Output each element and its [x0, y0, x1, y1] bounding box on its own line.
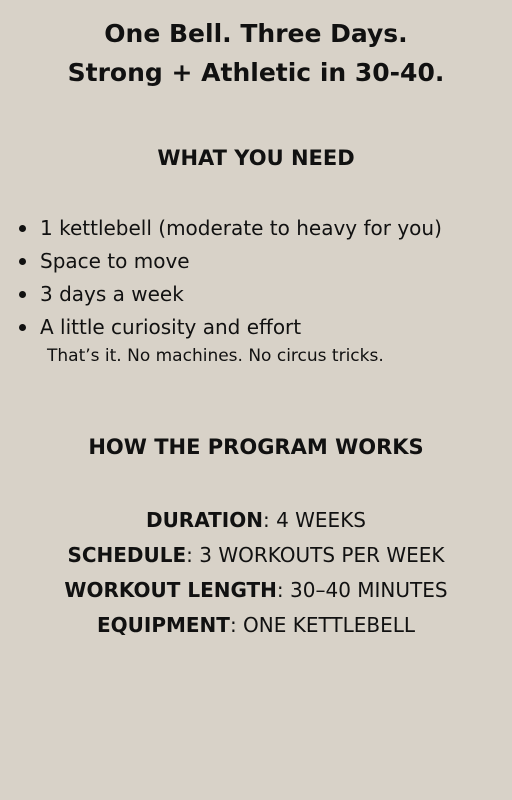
detail-value: : 3 WORKOUTS PER WEEK [186, 543, 445, 567]
program-details [0, 503, 512, 643]
detail-value: : 30–40 MINUTES [276, 578, 448, 602]
title-line-1: One Bell. Three Days. [104, 19, 408, 48]
detail-key: EQUIPMENT [96, 613, 230, 637]
detail-value: : 4 WEEKS [262, 508, 367, 532]
detail-key: DURATION [145, 508, 263, 532]
list-item [0, 245, 442, 278]
detail-row-schedule [0, 538, 512, 573]
detail-row-equipment [0, 608, 512, 643]
what-you-need-heading: WHAT YOU NEED [157, 146, 355, 170]
detail-key: WORKOUT LENGTH [64, 578, 277, 602]
bullet-dot-icon [19, 324, 26, 331]
list-item [0, 311, 442, 344]
list-item-text: Space to move [40, 249, 190, 273]
detail-row-workout-length [0, 573, 512, 608]
title-line-2: Strong + Athletic in 30-40. [67, 58, 445, 87]
page-title [0, 14, 512, 92]
list-item-text: 1 kettlebell (moderate to heavy for you) [40, 216, 442, 240]
detail-value: : ONE KETTLEBELL [229, 613, 415, 637]
requirements-list [0, 212, 442, 344]
list-item-text: A little curiosity and effort [40, 315, 302, 339]
detail-key: SCHEDULE [67, 543, 187, 567]
bullet-dot-icon [19, 258, 26, 265]
detail-row-duration [0, 503, 512, 538]
list-item [0, 278, 442, 311]
bullet-dot-icon [19, 291, 26, 298]
bullet-dot-icon [19, 225, 26, 232]
requirements-note: That’s it. No machines. No circus tricks. [47, 346, 384, 366]
list-item [0, 212, 442, 245]
list-item-text: 3 days a week [40, 282, 184, 306]
how-program-works-heading: HOW THE PROGRAM WORKS [88, 435, 424, 459]
